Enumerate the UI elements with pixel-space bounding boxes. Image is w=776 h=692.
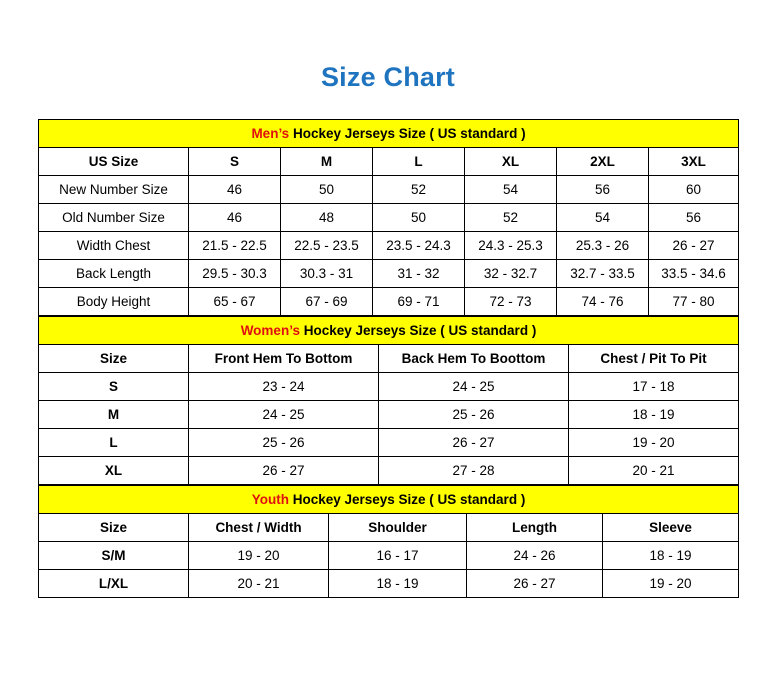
- womens-cell: 25 - 26: [379, 401, 569, 429]
- womens-cell: 18 - 19: [569, 401, 739, 429]
- table-banner-row: [39, 486, 739, 514]
- mens-size-table: [38, 119, 739, 316]
- mens-cell: 30.3 - 31: [281, 260, 373, 288]
- womens-header-cell: Chest / Pit To Pit: [569, 345, 739, 373]
- mens-row-label: New Number Size: [39, 176, 189, 204]
- table-row: [39, 288, 739, 316]
- mens-header-cell: XL: [465, 148, 557, 176]
- mens-cell: 77 - 80: [649, 288, 739, 316]
- mens-cell: 50: [281, 176, 373, 204]
- mens-cell: 56: [557, 176, 649, 204]
- youth-cell: 20 - 21: [189, 570, 329, 598]
- mens-cell: 33.5 - 34.6: [649, 260, 739, 288]
- mens-cell: 52: [373, 176, 465, 204]
- mens-cell: 72 - 73: [465, 288, 557, 316]
- table-row: [39, 570, 739, 598]
- youth-cell: 19 - 20: [603, 570, 739, 598]
- mens-header-cell: 2XL: [557, 148, 649, 176]
- youth-size-label: S/M: [39, 542, 189, 570]
- mens-cell: 21.5 - 22.5: [189, 232, 281, 260]
- mens-banner: [39, 120, 739, 148]
- size-chart-tables: [38, 119, 738, 598]
- mens-cell: 69 - 71: [373, 288, 465, 316]
- youth-size-table: [38, 485, 739, 598]
- youth-header-cell: Length: [467, 514, 603, 542]
- mens-cell: 23.5 - 24.3: [373, 232, 465, 260]
- womens-size-table: [38, 316, 739, 485]
- table-row: [39, 176, 739, 204]
- mens-row-label: Body Height: [39, 288, 189, 316]
- mens-header-cell: M: [281, 148, 373, 176]
- table-row: [39, 542, 739, 570]
- mens-header-cell: 3XL: [649, 148, 739, 176]
- youth-size-label: L/XL: [39, 570, 189, 598]
- womens-header-cell: Size: [39, 345, 189, 373]
- mens-cell: 54: [465, 176, 557, 204]
- table-banner-row: [39, 120, 739, 148]
- womens-cell: 19 - 20: [569, 429, 739, 457]
- youth-banner-rest: Hockey Jerseys Size ( US standard ): [288, 492, 526, 507]
- womens-cell: 27 - 28: [379, 457, 569, 485]
- mens-cell: 74 - 76: [557, 288, 649, 316]
- mens-cell: 32.7 - 33.5: [557, 260, 649, 288]
- mens-cell: 56: [649, 204, 739, 232]
- womens-cell: 24 - 25: [379, 373, 569, 401]
- womens-size-label: M: [39, 401, 189, 429]
- mens-row-label: Back Length: [39, 260, 189, 288]
- table-row: [39, 429, 739, 457]
- womens-cell: 23 - 24: [189, 373, 379, 401]
- table-header-row: [39, 514, 739, 542]
- mens-cell: 26 - 27: [649, 232, 739, 260]
- womens-header-cell: Back Hem To Boottom: [379, 345, 569, 373]
- youth-cell: 18 - 19: [603, 542, 739, 570]
- mens-row-label: Old Number Size: [39, 204, 189, 232]
- mens-cell: 52: [465, 204, 557, 232]
- womens-cell: 20 - 21: [569, 457, 739, 485]
- mens-cell: 25.3 - 26: [557, 232, 649, 260]
- table-row: [39, 204, 739, 232]
- womens-size-label: L: [39, 429, 189, 457]
- womens-header-cell: Front Hem To Bottom: [189, 345, 379, 373]
- womens-size-label: XL: [39, 457, 189, 485]
- womens-banner-highlight: Women’s: [240, 323, 300, 338]
- mens-header-cell: L: [373, 148, 465, 176]
- womens-banner-rest: Hockey Jerseys Size ( US standard ): [299, 323, 537, 338]
- mens-cell: 46: [189, 204, 281, 232]
- womens-cell: 26 - 27: [379, 429, 569, 457]
- table-row: [39, 373, 739, 401]
- table-row: [39, 260, 739, 288]
- youth-cell: 26 - 27: [467, 570, 603, 598]
- mens-banner-highlight: Men’s: [251, 126, 290, 141]
- womens-cell: 17 - 18: [569, 373, 739, 401]
- mens-cell: 29.5 - 30.3: [189, 260, 281, 288]
- table-banner-row: [39, 317, 739, 345]
- mens-row-label: Width Chest: [39, 232, 189, 260]
- youth-cell: 16 - 17: [329, 542, 467, 570]
- mens-cell: 32 - 32.7: [465, 260, 557, 288]
- youth-header-cell: Shoulder: [329, 514, 467, 542]
- table-header-row: [39, 345, 739, 373]
- youth-cell: 19 - 20: [189, 542, 329, 570]
- youth-header-cell: Chest / Width: [189, 514, 329, 542]
- womens-cell: 24 - 25: [189, 401, 379, 429]
- table-header-row: [39, 148, 739, 176]
- mens-cell: 60: [649, 176, 739, 204]
- mens-header-cell: S: [189, 148, 281, 176]
- mens-cell: 54: [557, 204, 649, 232]
- mens-cell: 22.5 - 23.5: [281, 232, 373, 260]
- mens-cell: 24.3 - 25.3: [465, 232, 557, 260]
- womens-banner: [39, 317, 739, 345]
- youth-banner-highlight: Youth: [251, 492, 289, 507]
- womens-size-label: S: [39, 373, 189, 401]
- youth-cell: 24 - 26: [467, 542, 603, 570]
- mens-cell: 50: [373, 204, 465, 232]
- mens-cell: 46: [189, 176, 281, 204]
- youth-cell: 18 - 19: [329, 570, 467, 598]
- table-row: [39, 457, 739, 485]
- mens-header-cell: US Size: [39, 148, 189, 176]
- mens-cell: 65 - 67: [189, 288, 281, 316]
- youth-header-cell: Sleeve: [603, 514, 739, 542]
- youth-banner: [39, 486, 739, 514]
- table-row: [39, 232, 739, 260]
- mens-cell: 48: [281, 204, 373, 232]
- mens-cell: 67 - 69: [281, 288, 373, 316]
- mens-cell: 31 - 32: [373, 260, 465, 288]
- table-row: [39, 401, 739, 429]
- page-title: Size Chart: [320, 62, 456, 92]
- womens-cell: 25 - 26: [189, 429, 379, 457]
- womens-cell: 26 - 27: [189, 457, 379, 485]
- mens-banner-rest: Hockey Jerseys Size ( US standard ): [289, 126, 526, 141]
- youth-header-cell: Size: [39, 514, 189, 542]
